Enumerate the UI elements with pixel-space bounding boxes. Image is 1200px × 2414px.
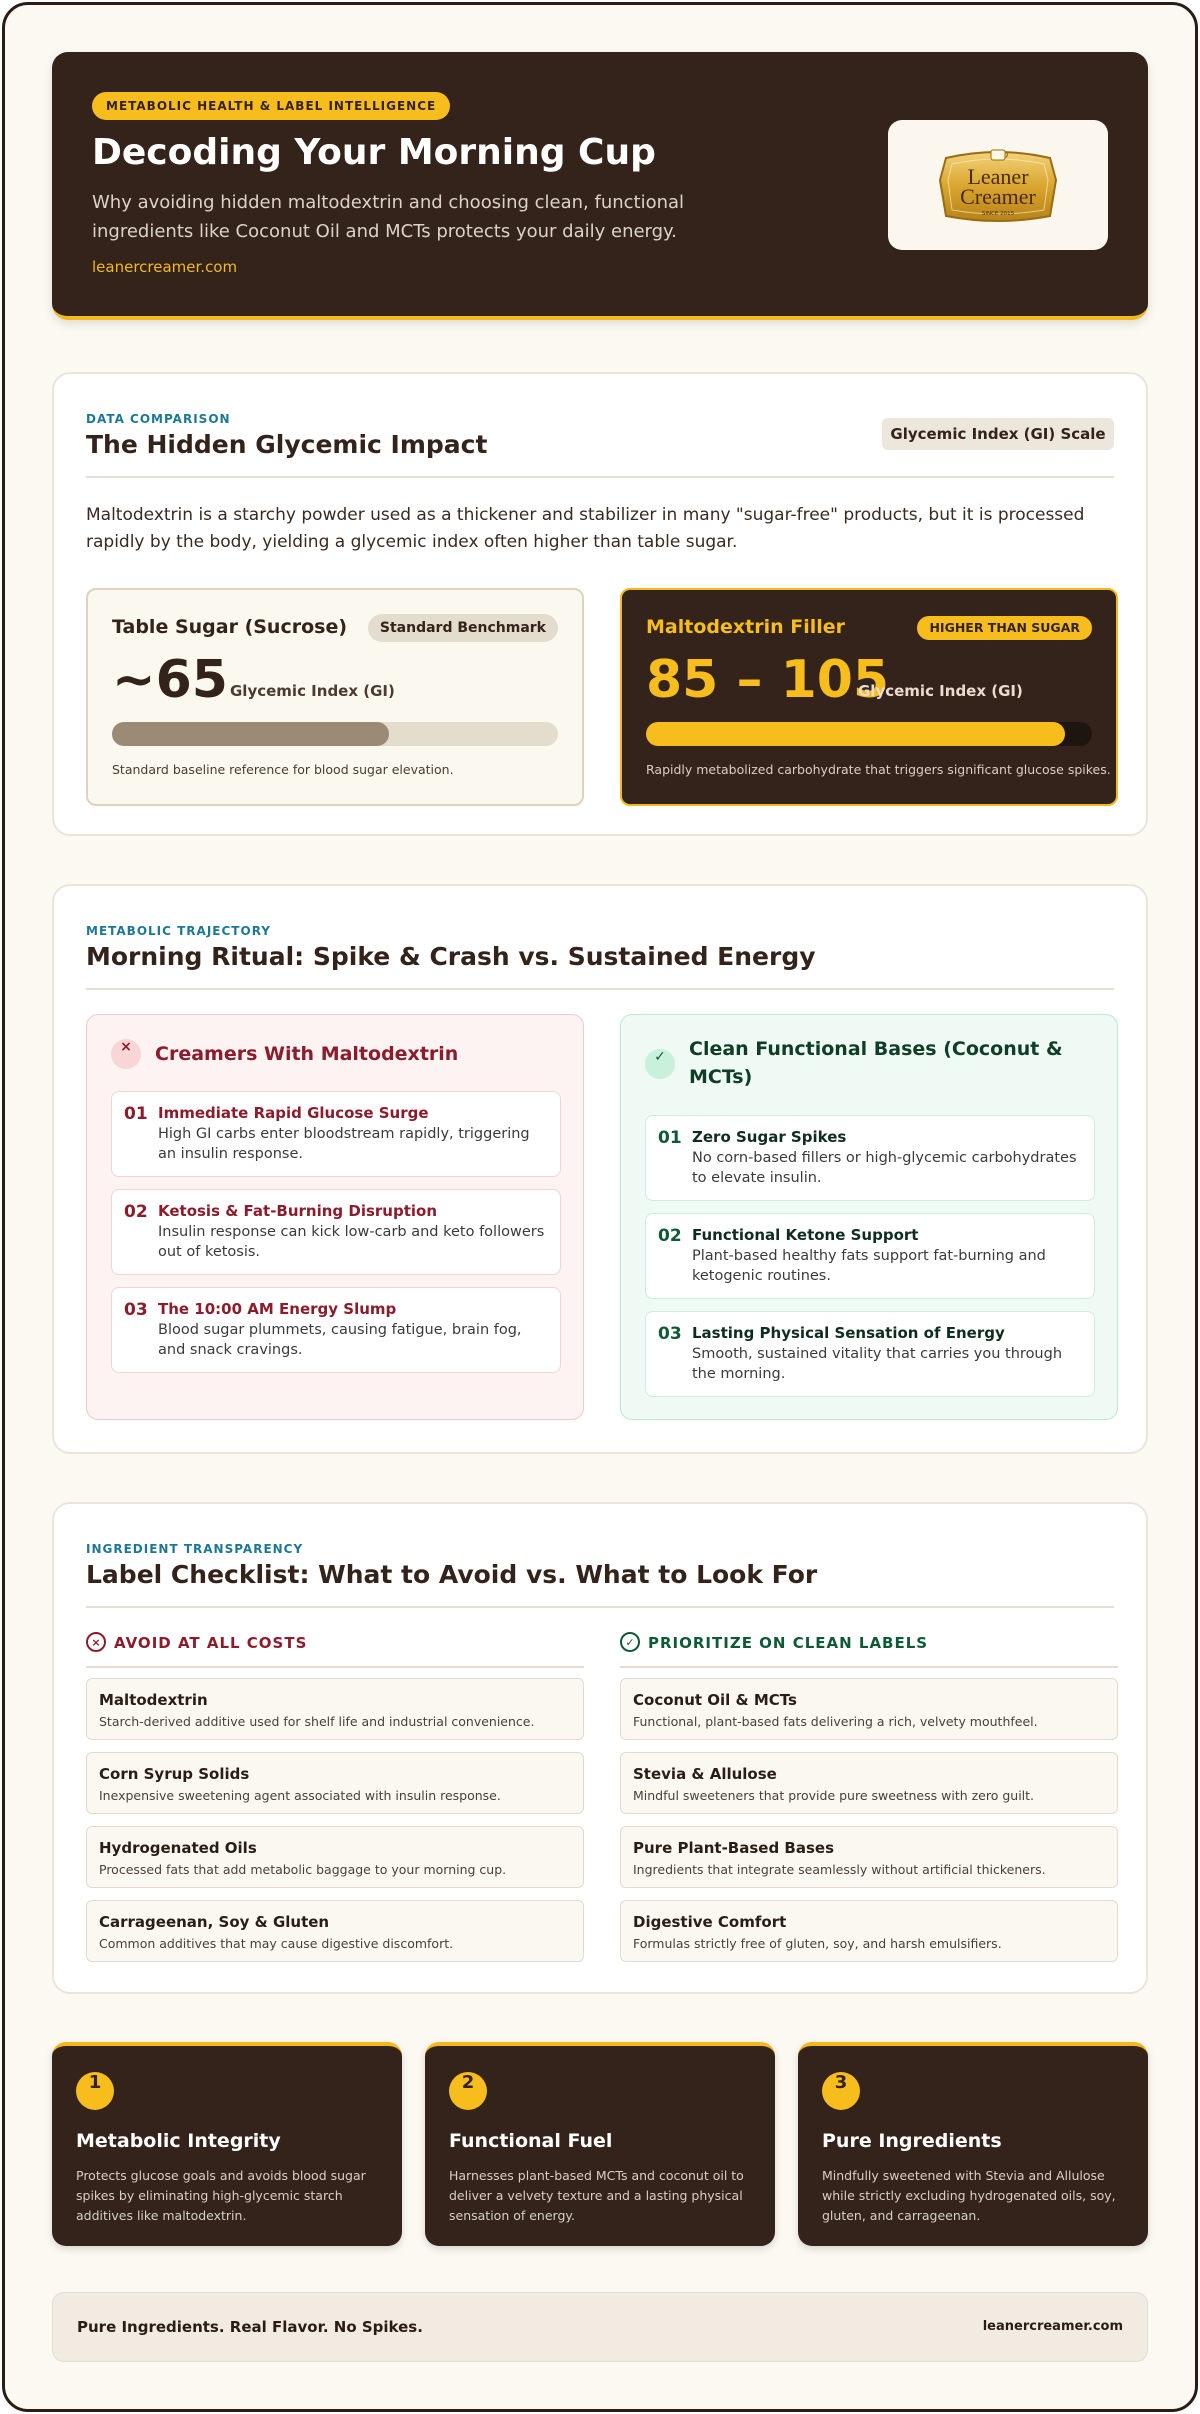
sugar-gi-card: [86, 588, 584, 806]
step-number: 03: [658, 1324, 682, 1344]
list-item: [111, 1189, 561, 1275]
step-title: Lasting Physical Sensation of Energy: [692, 1324, 1005, 1342]
item-description: Processed fats that add metabolic baggage to your morning cup.: [99, 1862, 507, 1877]
maltodextrin-gi-bar-fill: [646, 722, 1065, 746]
avoid-item: [86, 1826, 584, 1888]
checklist-section: [52, 1502, 1148, 1994]
maltodextrin-note: Rapidly metabolized carbohydrate that triggers significant glucose spikes.: [646, 762, 1111, 777]
step-title: Zero Sugar Spikes: [692, 1128, 847, 1146]
item-description: Functional, plant-based fats delivering a rich, velvety mouthfeel.: [633, 1714, 1038, 1729]
avoid-item: [86, 1752, 584, 1814]
close-circle-icon: ×: [86, 1632, 106, 1652]
pillar-description: Mindfully sweetened with Stevia and Allulose while strictly excluding hydrogenated oils, soy, gluten, and carrageenan.: [822, 2168, 1116, 2223]
pillar-description: Protects glucose goals and avoids blood sugar spikes by eliminating high-glycemic starch additives like maltodextrin.: [76, 2168, 366, 2223]
item-description: Starch-derived additive used for shelf life and industrial convenience.: [99, 1714, 535, 1729]
step-description: Plant-based healthy fats support fat-burning and ketogenic routines.: [692, 1248, 1046, 1284]
avoid-label: AVOID AT ALL COSTS: [114, 1634, 308, 1652]
pillar-title: Functional Fuel: [449, 2130, 613, 2152]
close-icon: ×: [111, 1039, 141, 1069]
prioritize-item: [620, 1678, 1118, 1740]
hero-header: [52, 52, 1148, 320]
pillar-description: Harnesses plant-based MCTs and coconut oil to deliver a velvety texture and a lasting physical sensation of energy.: [449, 2168, 744, 2223]
step-number: 01: [124, 1104, 148, 1124]
section-title: The Hidden Glycemic Impact: [86, 430, 488, 459]
step-number: 02: [658, 1226, 682, 1246]
step-description: Insulin response can kick low-carb and keto followers out of ketosis.: [158, 1224, 545, 1260]
column-title: Creamers With Maltodextrin: [155, 1043, 459, 1065]
section-eyebrow: METABOLIC TRAJECTORY: [86, 924, 271, 938]
step-description: High GI carbs enter bloodstream rapidly, triggering an insulin response.: [158, 1126, 530, 1162]
page-title: Decoding Your Morning Cup: [92, 132, 656, 173]
page-subtitle: Why avoiding hidden maltodextrin and choosing clean, functional ingredients like Coconut Oil and MCTs protects your daily energy.: [92, 192, 685, 242]
pillar-card: [425, 2042, 775, 2246]
logo-container: [888, 120, 1108, 250]
svg-text:SINCE 2015: SINCE 2015: [981, 211, 1015, 217]
prioritize-item: [620, 1900, 1118, 1962]
item-title: Maltodextrin: [99, 1691, 208, 1709]
footer-website-link[interactable]: leanercreamer.com: [982, 2319, 1123, 2334]
list-item: [645, 1213, 1095, 1299]
maltodextrin-gi-card: [620, 588, 1118, 806]
list-item: [111, 1091, 561, 1177]
divider: [86, 1606, 1114, 1608]
pillar-card: [52, 2042, 402, 2246]
maltodextrin-creamers-column: [86, 1014, 584, 1420]
section-title: Morning Ritual: Spike & Crash vs. Sustained Energy: [86, 942, 816, 971]
avoid-item: [86, 1900, 584, 1962]
step-title: The 10:00 AM Energy Slump: [158, 1300, 397, 1318]
prioritize-item: [620, 1826, 1118, 1888]
sugar-gi-bar-fill: [112, 722, 389, 746]
list-item: [645, 1115, 1095, 1201]
maltodextrin-gi-unit: Glycemic Index (GI): [858, 682, 1023, 700]
pillar-title: Pure Ingredients: [822, 2130, 1002, 2152]
item-description: Ingredients that integrate seamlessly without artificial thickeners.: [633, 1862, 1046, 1877]
pillar-number: 2: [449, 2072, 487, 2110]
step-number: 02: [124, 1202, 148, 1222]
sugar-gi-unit: Glycemic Index (GI): [230, 682, 395, 700]
pillar-number: 3: [822, 2072, 860, 2110]
step-number: 01: [658, 1128, 682, 1148]
step-title: Functional Ketone Support: [692, 1226, 919, 1244]
avoid-item: [86, 1678, 584, 1740]
item-description: Inexpensive sweetening agent associated with insulin response.: [99, 1788, 501, 1803]
pillar-card: [798, 2042, 1148, 2246]
pillar-number: 1: [76, 2072, 114, 2110]
footer: [52, 2292, 1148, 2362]
coffee-cup-icon: [991, 150, 1008, 160]
item-title: Coconut Oil & MCTs: [633, 1691, 797, 1709]
step-number: 03: [124, 1300, 148, 1320]
divider: [86, 476, 1114, 478]
section-description: Maltodextrin is a starchy powder used as a thickener and stabilizer in many "sugar-free" products, but it is processed rapidly by the body, yielding a glycemic index often higher than table sugar.: [86, 505, 1085, 552]
check-circle-icon: ✓: [620, 1632, 640, 1652]
section-eyebrow: INGREDIENT TRANSPARENCY: [86, 1542, 304, 1556]
svg-text:Creamer: Creamer: [960, 184, 1036, 209]
maltodextrin-gi-bar: [646, 722, 1092, 746]
clean-bases-column: [620, 1014, 1118, 1420]
sugar-gi-bar: [112, 722, 558, 746]
section-eyebrow: DATA COMPARISON: [86, 412, 231, 426]
prioritize-list-header: [620, 1632, 1118, 1668]
pillar-title: Metabolic Integrity: [76, 2130, 281, 2152]
list-item: [645, 1311, 1095, 1397]
step-description: Smooth, sustained vitality that carries you through the morning.: [692, 1346, 1063, 1382]
category-badge: METABOLIC HEALTH & LABEL INTELLIGENCE: [92, 92, 450, 120]
item-description: Formulas strictly free of gluten, soy, and harsh emulsifiers.: [633, 1936, 1002, 1951]
sugar-name: Table Sugar (Sucrose): [112, 616, 348, 638]
section-title: Label Checklist: What to Avoid vs. What to Look For: [86, 1560, 818, 1589]
item-title: Digestive Comfort: [633, 1913, 787, 1931]
maltodextrin-name: Maltodextrin Filler: [646, 616, 845, 638]
brand-logo: [888, 120, 1108, 250]
higher-than-sugar-tag: HIGHER THAN SUGAR: [917, 616, 1092, 640]
sugar-note: Standard baseline reference for blood sugar elevation.: [112, 762, 454, 777]
item-title: Hydrogenated Oils: [99, 1839, 257, 1857]
item-title: Corn Syrup Solids: [99, 1765, 250, 1783]
step-title: Ketosis & Fat-Burning Disruption: [158, 1202, 438, 1220]
divider: [86, 988, 1114, 990]
item-title: Stevia & Allulose: [633, 1765, 777, 1783]
maltodextrin-gi-value: 85 – 105: [646, 650, 890, 710]
list-item: [111, 1287, 561, 1373]
check-icon: ✓: [645, 1049, 675, 1079]
item-title: Carrageenan, Soy & Gluten: [99, 1913, 330, 1931]
column-title: Clean Functional Bases (Coconut & MCTs): [689, 1038, 1063, 1088]
item-description: Mindful sweeteners that provide pure sweetness with zero guilt.: [633, 1788, 1035, 1803]
benchmark-tag: Standard Benchmark: [368, 614, 558, 642]
avoid-list-header: [86, 1632, 584, 1668]
glycemic-section: [52, 372, 1148, 836]
gi-scale-badge: Glycemic Index (GI) Scale: [882, 418, 1114, 450]
item-description: Common additives that may cause digestive discomfort.: [99, 1936, 454, 1951]
prioritize-item: [620, 1752, 1118, 1814]
prioritize-label: PRIORITIZE ON CLEAN LABELS: [648, 1634, 929, 1652]
step-description: Blood sugar plummets, causing fatigue, brain fog, and snack cravings.: [158, 1322, 522, 1358]
step-title: Immediate Rapid Glucose Surge: [158, 1104, 429, 1122]
item-title: Pure Plant-Based Bases: [633, 1839, 834, 1857]
step-description: No corn-based fillers or high-glycemic carbohydrates to elevate insulin.: [692, 1150, 1077, 1186]
svg-text:Leaner: Leaner: [967, 164, 1029, 189]
footer-tagline: Pure Ingredients. Real Flavor. No Spikes.: [77, 2318, 423, 2336]
trajectory-section: [52, 884, 1148, 1454]
sugar-gi-value: ~65: [112, 650, 228, 710]
website-link[interactable]: leanercreamer.com: [92, 258, 238, 276]
